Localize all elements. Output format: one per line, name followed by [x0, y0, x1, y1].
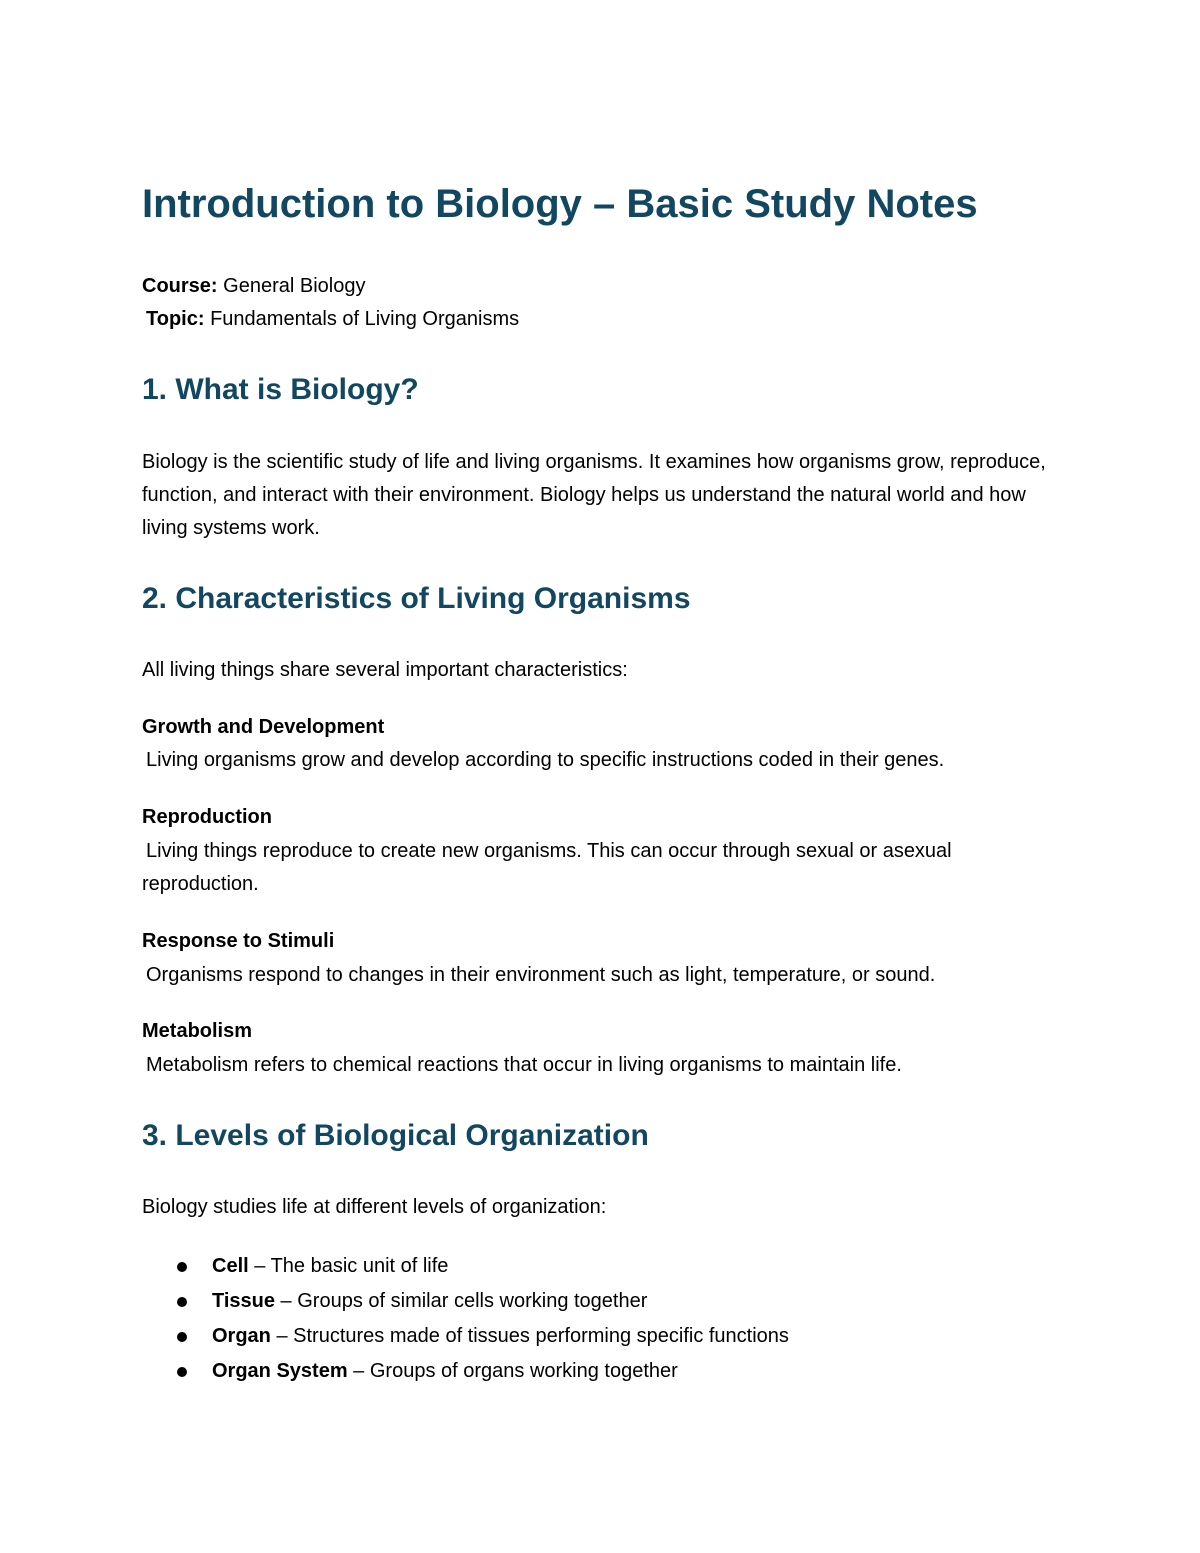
list-item	[142, 1249, 789, 1284]
characteristic-desc-response: Organisms respond to changes in their environment such as light, temperature, or sound.	[146, 964, 936, 986]
list-item	[142, 1354, 789, 1389]
characteristic-desc-reproduction: Living things reproduce to create new organisms. This can occur through sexual or asexual reproduction.	[142, 840, 952, 895]
level-definition: Groups of similar cells working together	[297, 1290, 648, 1312]
bullet-icon	[177, 1332, 187, 1342]
levels-list	[142, 1249, 789, 1389]
list-item	[142, 1284, 789, 1319]
level-definition: Groups of organs working together	[369, 1360, 678, 1382]
characteristic-desc-metabolism: Metabolism refers to chemical reactions that occur in living organisms to maintain life.	[146, 1054, 902, 1076]
level-separator: –	[270, 1325, 294, 1347]
level-term: Tissue	[212, 1290, 275, 1312]
characteristic-title-metabolism: Metabolism	[142, 1020, 253, 1042]
characteristics-intro: All living things share several important characteristics:	[142, 659, 628, 681]
level-separator: –	[248, 1255, 271, 1277]
bullet-icon	[177, 1367, 187, 1377]
level-term: Organ	[212, 1325, 271, 1347]
characteristic-desc-growth: Living organisms grow and develop according to specific instructions coded in their genes.	[146, 749, 945, 771]
bullet-icon	[177, 1297, 187, 1307]
section-heading-what-is-biology: 1. What is Biology?	[142, 373, 419, 406]
document-title: Introduction to Biology – Basic Study Notes	[142, 182, 978, 226]
levels-intro: Biology studies life at different levels of organization:	[142, 1196, 607, 1218]
list-item	[142, 1319, 789, 1354]
level-separator: –	[275, 1290, 298, 1312]
section-heading-levels: 3. Levels of Biological Organization	[142, 1119, 649, 1152]
topic-value: Fundamentals of Living Organisms	[210, 308, 520, 330]
level-definition: Structures made of tissues performing specific functions	[293, 1325, 789, 1347]
topic-line	[146, 305, 519, 333]
characteristic-title-growth: Growth and Development	[142, 716, 385, 738]
level-term: Cell	[212, 1255, 249, 1277]
topic-label: Topic:	[146, 308, 205, 330]
characteristic-title-reproduction: Reproduction	[142, 806, 272, 828]
characteristic-title-response: Response to Stimuli	[142, 930, 335, 952]
course-line	[142, 272, 365, 300]
level-separator: –	[347, 1360, 370, 1382]
course-label: Course:	[142, 275, 218, 297]
course-value: General Biology	[223, 275, 366, 297]
level-definition: The basic unit of life	[270, 1255, 449, 1277]
section-body-what-is-biology: Biology is the scientific study of life and living organisms. It examines how organisms grow, reproduce, function, and interact with their environment. Biology helps us understand the natural world and how living systems work.	[142, 451, 1046, 539]
bullet-icon	[177, 1262, 187, 1272]
section-heading-characteristics: 2. Characteristics of Living Organisms	[142, 582, 691, 615]
level-term: Organ System	[212, 1360, 348, 1382]
